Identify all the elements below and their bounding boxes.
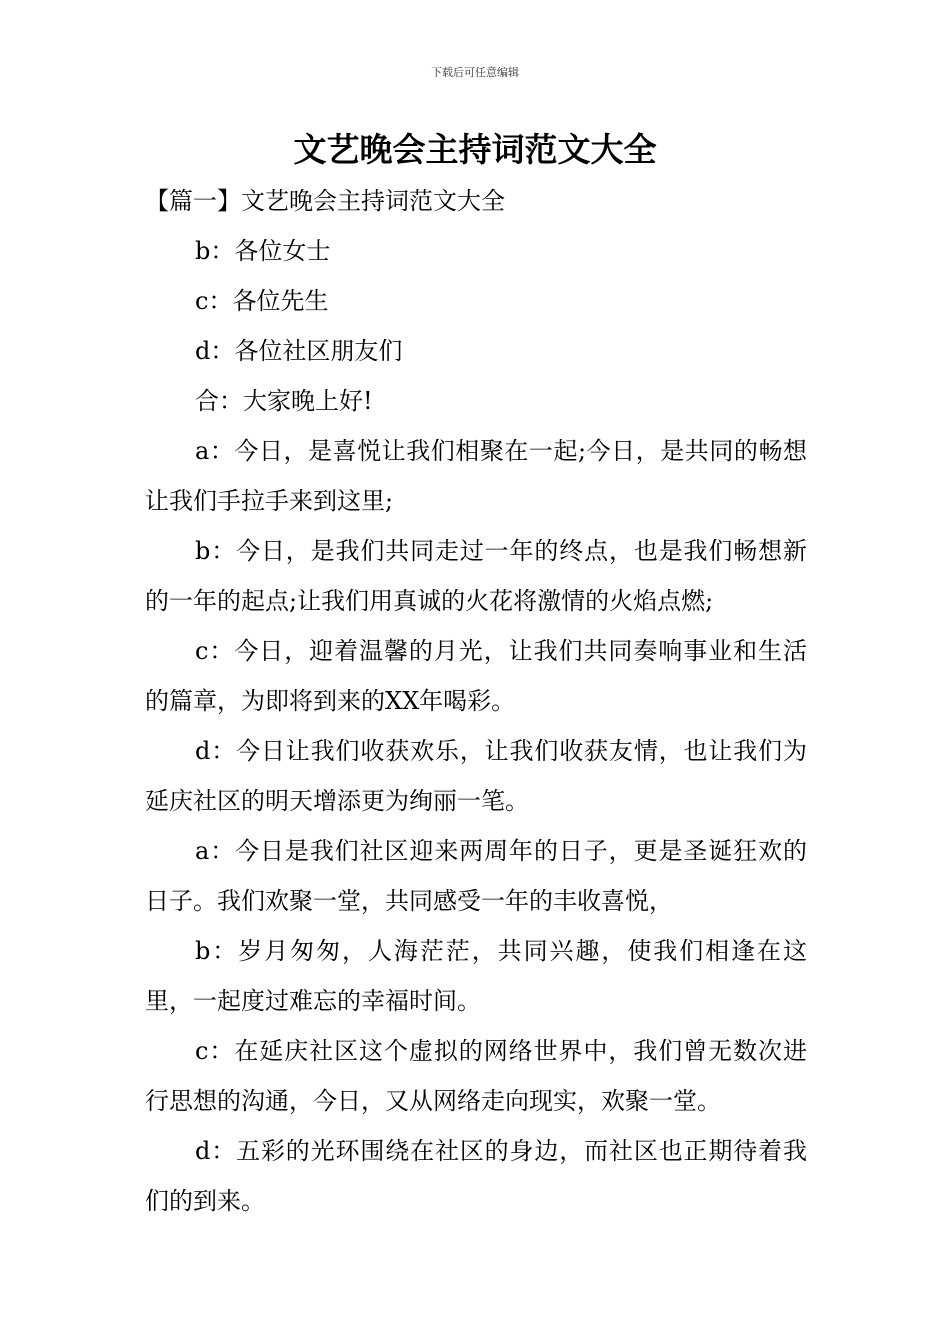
section-heading: 【篇一】文艺晚会主持词范文大全 bbox=[145, 187, 505, 215]
host-line: b：各位女士 bbox=[195, 237, 331, 265]
host-line: c：今日，迎着温馨的月光，让我们共同奏响事业和生活的篇章，为即将到来的XX年喝彩。 bbox=[145, 637, 807, 715]
host-line: b：今日，是我们共同走过一年的终点，也是我们畅想新的一年的起点;让我们用真诚的火花将激情的火焰点燃; bbox=[145, 537, 807, 615]
host-line: 合：大家晚上好! bbox=[195, 387, 373, 415]
host-line: c：在延庆社区这个虚拟的网络世界中，我们曾无数次进行思想的沟通，今日，又从网络走向现实，欢聚一堂。 bbox=[145, 1037, 807, 1115]
host-line: b：岁月匆匆，人海茫茫，共同兴趣，使我们相逢在这里，一起度过难忘的幸福时间。 bbox=[145, 937, 807, 1015]
host-line: c：各位先生 bbox=[195, 287, 329, 315]
host-line: d：今日让我们收获欢乐，让我们收获友情，也让我们为延庆社区的明天增添更为绚丽一笔。 bbox=[145, 737, 807, 815]
document-title: 文艺晚会主持词范文大全 bbox=[293, 130, 657, 169]
host-line: a：今日是我们社区迎来两周年的日子，更是圣诞狂欢的日子。我们欢聚一堂，共同感受一年的丰收喜悦， bbox=[145, 837, 807, 915]
host-line: d：五彩的光环围绕在社区的身边，而社区也正期待着我们的到来。 bbox=[145, 1137, 807, 1215]
header-note: 下载后可任意编辑 bbox=[431, 66, 519, 79]
document-body bbox=[145, 176, 807, 1226]
host-line: a：今日，是喜悦让我们相聚在一起;今日，是共同的畅想让我们手拉手来到这里; bbox=[145, 437, 807, 515]
host-line: d：各位社区朋友们 bbox=[195, 337, 403, 365]
